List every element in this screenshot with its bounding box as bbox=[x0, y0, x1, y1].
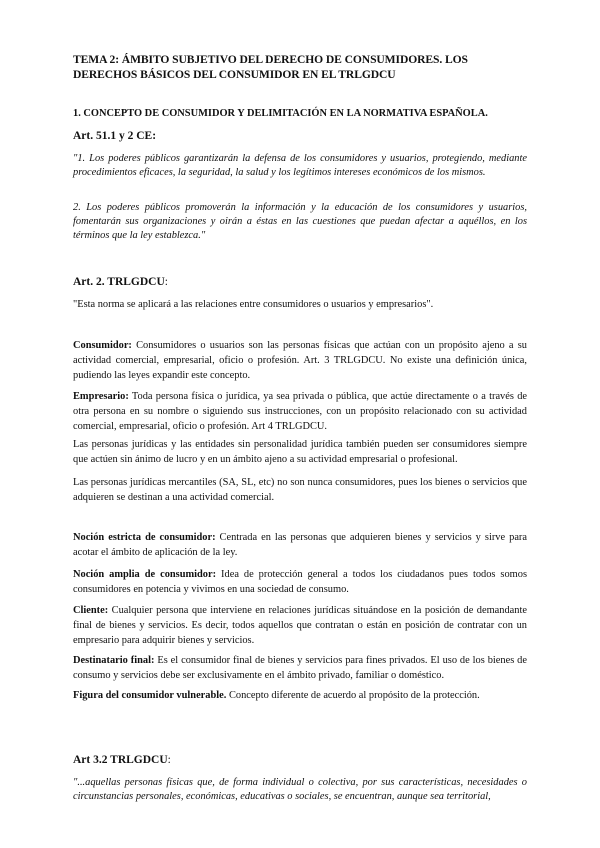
art32-heading-text: Art 3.2 TRLGDCU bbox=[73, 754, 168, 766]
text-nocion-estricta: Centrada en las personas que adquieren bienes y servicios y sirve para acotar el ámbito de aplicación de la ley. bbox=[73, 532, 528, 558]
art51-quote-2: 2. Los poderes públicos promoverán la información y la educación de los consumidores y usuarios, fomentarán sus organizaciones y oirán a éstas en las cuestiones que puedan afectar a aquéllos, en los términos que la ley establezca." bbox=[73, 202, 527, 241]
text-consumidor: Consumidores o usuarios son las personas físicas que actúan con un propósito ajeno a su actividad comercial, empresarial, oficio o profesión. Art. 3 TRLGDCU. No existe una definición única, pudiendo las leyes expandir este concepto. bbox=[73, 340, 527, 381]
para-personas-juridicas: Las personas jurídicas y las entidades sin personalidad jurídica también pueden ser consumidores siempre que actúen sin ánimo de lucro y en un ámbito ajeno a su actividad empresarial o profesional. bbox=[73, 439, 527, 465]
def-nocion-estricta bbox=[73, 530, 527, 560]
term-consumidor-vulnerable: Figura del consumidor vulnerable. bbox=[73, 690, 227, 701]
art51-quote-1: "1. Los poderes públicos garantizarán la defensa de los consumidores y usuarios, protegiendo, mediante procedimientos eficaces, la seguridad, la salud y los legítimos intereses económicos de los mismos. bbox=[73, 153, 527, 178]
def-cliente bbox=[73, 603, 527, 648]
def-empresario bbox=[73, 389, 527, 434]
document-title: TEMA 2: ÁMBITO SUBJETIVO DEL DERECHO DE CONSUMIDORES. LOS DERECHOS BÁSICOS DEL CONSUMIDOR EN EL TRLGDCU bbox=[73, 53, 468, 81]
term-destinatario-final: Destinatario final: bbox=[73, 655, 155, 666]
text-empresario: Toda persona física o jurídica, ya sea privada o pública, que actúe directamente o a través de otra persona en su nombre o siguiendo sus instrucciones, con un propósito relacionado con su actividad comercial, empresarial, oficio o profesión. Art 4 TRLGDCU. bbox=[73, 391, 527, 432]
art32-heading-colon: : bbox=[167, 754, 171, 766]
art51-heading: Art. 51.1 y 2 CE: bbox=[73, 130, 157, 142]
art32-heading bbox=[73, 753, 527, 767]
term-nocion-estricta: Noción estricta de consumidor: bbox=[73, 532, 216, 543]
text-consumidor-vulnerable: Concepto diferente de acuerdo al propósito de la protección. bbox=[226, 690, 480, 701]
def-nocion-amplia bbox=[73, 567, 527, 597]
term-cliente: Cliente: bbox=[73, 605, 109, 616]
art2-heading bbox=[73, 275, 527, 289]
art2-heading-colon: : bbox=[164, 276, 168, 288]
art32-quote: "...aquellas personas físicas que, de forma individual o colectiva, por sus características, necesidades o circunstancias personales, económicas, educativas o sociales, se encuentran, aunque sea territorial, bbox=[73, 777, 527, 802]
text-cliente: Cualquier persona que interviene en relaciones jurídicas situándose en la posición de demandante final de bienes y servicios. Es decir, todos aquellos que contratan o están en posición de contratar con un empresario para adquirir bienes y servicios. bbox=[73, 605, 527, 646]
def-destinatario-final bbox=[73, 653, 527, 683]
term-consumidor: Consumidor: bbox=[73, 340, 132, 351]
def-consumidor-vulnerable bbox=[73, 688, 527, 703]
text-nocion-amplia: Idea de protección general a todos los ciudadanos pues todos somos consumidores en potencia y vivimos en una sociedad de consumo. bbox=[73, 569, 527, 595]
term-nocion-amplia: Noción amplia de consumidor: bbox=[73, 569, 217, 580]
art2-heading-text: Art. 2. TRLGDCU bbox=[73, 276, 165, 288]
section-heading-concepto: 1. CONCEPTO DE CONSUMIDOR Y DELIMITACIÓN EN LA NORMATIVA ESPAÑOLA. bbox=[73, 108, 488, 119]
para-personas-mercantiles: Las personas jurídicas mercantiles (SA, SL, etc) no son nunca consumidores, pues los bienes o servicios que adquieren se destinan a una actividad comercial. bbox=[73, 477, 527, 503]
def-consumidor bbox=[73, 338, 527, 383]
term-empresario: Empresario: bbox=[73, 391, 129, 402]
art2-quote: "Esta norma se aplicará a las relaciones entre consumidores o usuarios y empresarios". bbox=[73, 299, 434, 310]
text-destinatario-final: Es el consumidor final de bienes y servicios para fines privados. El uso de los bienes de consumo y servicios debe ser exclusivamente en el ámbito privado, familiar o doméstico. bbox=[73, 655, 527, 681]
